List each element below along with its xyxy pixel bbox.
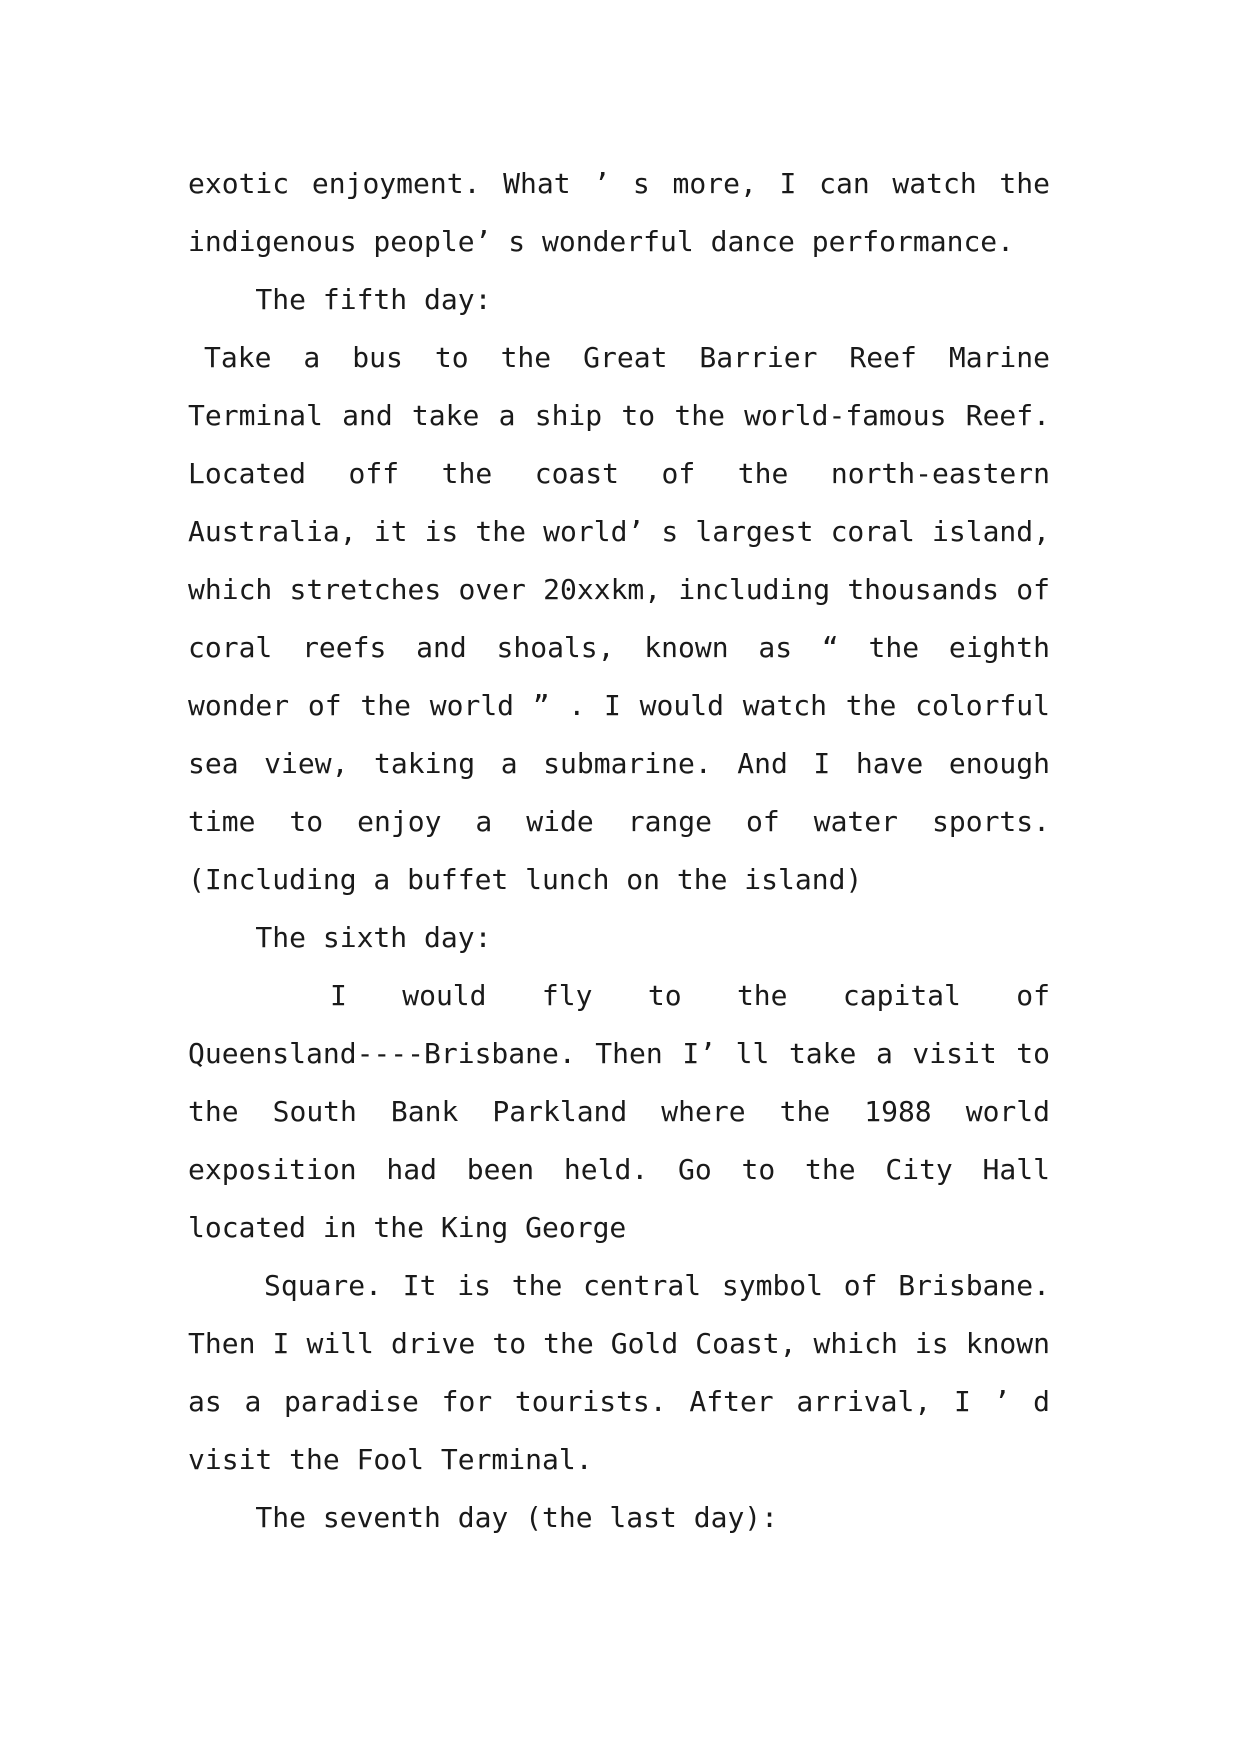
text-line: visit the Fool Terminal. (188, 1443, 593, 1476)
text-line: wonder of the world ” . I would watch the colorful (188, 689, 1050, 722)
text-line: Queensland----Brisbane. Then I’ ll take a visit to (188, 1037, 1050, 1070)
text-line: Then I will drive to the Gold Coast, which is known (188, 1327, 1050, 1360)
text-line: Located off the coast of the north-eastern (188, 457, 1050, 490)
section-heading: The seventh day (the last day): (188, 1501, 779, 1534)
text-line: exposition had been held. Go to the City Hall (188, 1153, 1050, 1186)
text-line: Australia, it is the world’ s largest coral island, (188, 515, 1050, 548)
text-line: coral reefs and shoals, known as “ the eighth (188, 631, 1050, 664)
text-line: the South Bank Parkland where the 1988 world (188, 1095, 1050, 1128)
text-line: time to enjoy a wide range of water sports. (188, 805, 1050, 838)
text-line: Terminal and take a ship to the world-famous Reef. (188, 399, 1050, 432)
text-line: Square. It is the central symbol of Brisbane. (264, 1269, 1050, 1302)
text-line: as a paradise for tourists. After arrival, I ’ d (188, 1385, 1050, 1418)
text-line: Take a bus to the Great Barrier Reef Marine (204, 341, 1050, 374)
text-line: which stretches over 20xxkm, including thousands of (188, 573, 1050, 606)
text-line: indigenous people’ s wonderful dance performance. (188, 225, 1015, 258)
text-line: I would fly to the capital of (330, 979, 1050, 1012)
section-heading: The sixth day: (188, 921, 492, 954)
section-heading: The fifth day: (188, 283, 492, 316)
text-line: located in the King George (188, 1211, 627, 1244)
text-line: (Including a buffet lunch on the island) (188, 863, 863, 896)
text-line: exotic enjoyment. What ’ s more, I can watch the (188, 167, 1050, 200)
text-line: sea view, taking a submarine. And I have enough (188, 747, 1050, 780)
